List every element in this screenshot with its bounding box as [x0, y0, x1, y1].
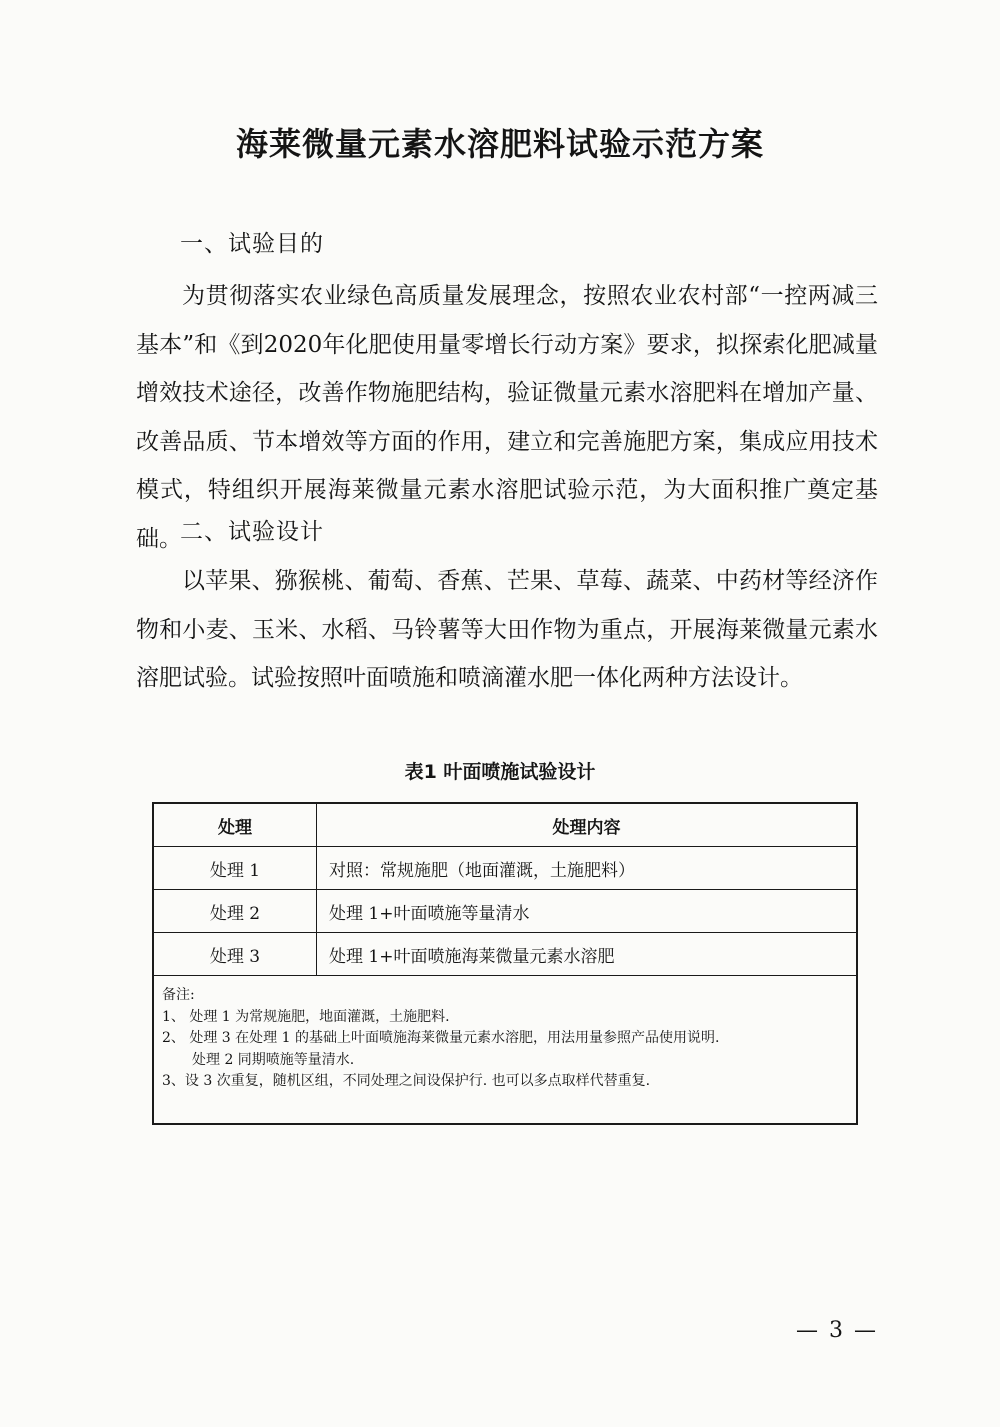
note-item: 3、设 3 次重复，随机区组，不同处理之间设保护行. 也可以多点取样代替重复. — [162, 1073, 651, 1089]
treatment-name: 处理 1 — [154, 847, 317, 889]
treatment-content: 对照：常规施肥（地面灌溉，土施肥料） — [329, 860, 635, 881]
treatment-name: 处理 3 — [154, 933, 317, 975]
table-row — [154, 933, 856, 976]
page-number: — 3 — — [796, 1318, 878, 1343]
table-notes — [162, 985, 852, 1093]
treatment-content: 处理 1+叶面喷施海莱微量元素水溶肥 — [329, 946, 615, 967]
document-title: 海莱微量元素水溶肥料试验示范方案 — [235, 125, 764, 163]
treatment-content: 处理 1+叶面喷施等量清水 — [329, 903, 530, 924]
treatment-name: 处理 2 — [154, 890, 317, 932]
section-2-heading: 二、试验设计 — [180, 519, 324, 545]
table-header-row — [154, 804, 856, 847]
section-1-paragraph: 为贯彻落实农业绿色高质量发展理念，按照农业农村部“一控两减三基本”和《到2020年化肥使用量零增长行动方案》要求，拟探索化肥减量增效技术途径，改善作物施肥结构，验证微量元素水溶肥料在增加产量、改善品质、节本增效等方面的作用，建立和完善施肥方案，集成应用技术模式，特组织开展海莱微量元素水溶肥试验示范，为大面积推广奠定基础。 — [136, 283, 878, 552]
section-1-heading: 一、试验目的 — [180, 231, 324, 257]
table-row — [154, 847, 856, 890]
treatment-table — [152, 802, 858, 1125]
table-row — [154, 890, 856, 933]
section-2-paragraph: 以苹果、猕猴桃、葡萄、香蕉、芒果、草莓、蔬菜、中药材等经济作物和小麦、玉米、水稻、马铃薯等大田作物为重点，开展海莱微量元素水溶肥试验。试验按照叶面喷施和喷滴灌水肥一体化两种方法设计。 — [136, 568, 878, 691]
notes-label: 备注: — [162, 987, 195, 1003]
header-treatment: 处理 — [154, 804, 317, 846]
note-item: 2、 处理 3 在处理 1 的基础上叶面喷施海莱微量元素水溶肥，用法用量参照产品使用说明. — [162, 1030, 720, 1046]
header-treatment-content: 处理内容 — [552, 817, 621, 838]
note-item: 1、 处理 1 为常规施肥，地面灌溉，土施肥料. — [162, 1008, 450, 1025]
note-item-continuation: 处理 2 同期喷施等量清水. — [192, 1051, 355, 1068]
table-caption: 表1 叶面喷施试验设计 — [404, 761, 596, 783]
